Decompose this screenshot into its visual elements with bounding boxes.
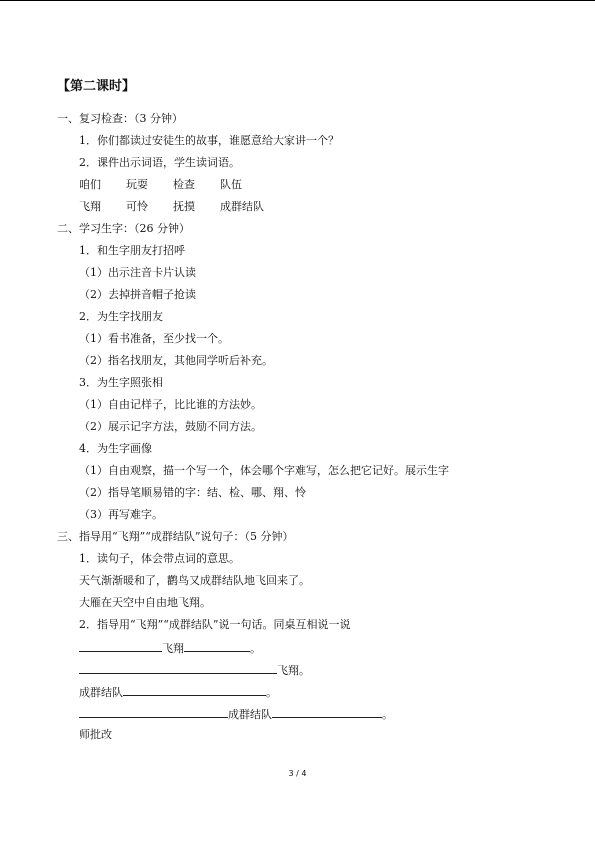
fill-blank[interactable]: [79, 662, 277, 674]
s2-item-3a: （1）自由记样子，比比谁的方法妙。: [79, 398, 262, 411]
page-title: 【第二课时】: [57, 79, 136, 94]
s1-item-2: 2．课件出示词语，学生读词语。: [79, 156, 240, 169]
exercise-period: 。: [382, 708, 393, 721]
word: 检查: [173, 178, 195, 191]
s3-item-2: 2．指导用“飞翔”“成群结队”说一句话。同桌互相说一说: [79, 618, 351, 631]
s2-item-4: 4．为生字画像: [79, 442, 152, 455]
s2-item-1b: （2）去掉拼音帽子抢读: [79, 288, 196, 301]
s3-item-1: 1．读句子，体会带点词的意思。: [79, 552, 240, 565]
exercise-line-1: [79, 640, 261, 656]
word: 咱们: [79, 178, 101, 191]
exercise-period: 。: [250, 642, 261, 655]
word: 队伍: [220, 178, 242, 191]
s2-item-2a: （1）看书准备，至少找一个。: [79, 332, 229, 345]
s2-item-4a: （1）自由观察，描一个写一个，体会哪个字难写，怎么把它记好。展示生字: [79, 464, 449, 477]
example-sentence-1: 天气渐渐暖和了，鹳鸟又成群结队地飞回来了。: [79, 574, 310, 587]
fill-blank[interactable]: [123, 684, 266, 696]
word: 可怜: [126, 200, 148, 213]
teacher-note: 师批改: [79, 728, 112, 741]
fill-blank[interactable]: [272, 706, 382, 718]
example-sentence-2: 大雁在天空中自由地飞翔。: [79, 596, 211, 609]
exercise-period: 。: [299, 664, 310, 677]
word: 成群结队: [220, 200, 264, 213]
word: 抚摸: [173, 200, 195, 213]
fill-blank[interactable]: [79, 706, 228, 718]
s2-item-1: 1．和生字朋友打招呼: [79, 244, 185, 257]
word-row-2: [79, 200, 264, 214]
page-number: 3 / 4: [288, 769, 307, 778]
exercise-line-2: [79, 662, 310, 678]
section-2-heading: 二、学习生字：（26 分钟）: [57, 222, 190, 235]
word: 玩耍: [126, 178, 148, 191]
section-3-heading: 三、指导用“飞翔”“成群结队”说句子：（5 分钟）: [57, 530, 294, 543]
s2-item-2: 2．为生字找朋友: [79, 310, 163, 323]
s2-item-1a: （1）出示注音卡片认读: [79, 266, 196, 279]
s2-item-3: 3．为生字照张相: [79, 376, 163, 389]
fill-blank[interactable]: [79, 640, 162, 652]
s2-item-2b: （2）指名找朋友，其他同学听后补充。: [79, 354, 273, 367]
exercise-word: 飞翔: [277, 664, 299, 677]
exercise-line-3: [79, 684, 277, 700]
word: 飞翔: [79, 200, 101, 213]
fill-blank[interactable]: [184, 640, 250, 652]
exercise-word: 成群结队: [228, 708, 272, 721]
exercise-period: 。: [266, 686, 277, 699]
exercise-line-4: [79, 706, 393, 722]
s1-item-1: 1．你们都读过安徒生的故事，谁愿意给大家讲一个？: [79, 134, 339, 147]
section-1-heading: 一、复习检查：（3 分钟）: [57, 112, 183, 125]
top-border: [0, 0, 595, 1]
s2-item-4c: （3）再写难字。: [79, 508, 163, 521]
exercise-word: 飞翔: [162, 642, 184, 655]
exercise-word: 成群结队: [79, 686, 123, 699]
s2-item-3b: （2）展示记字方法，鼓励不同方法。: [79, 420, 262, 433]
s2-item-4b: （2）指导笔顺易错的字：结、检、哪、翔、怜: [79, 486, 306, 499]
word-row-1: [79, 178, 242, 192]
